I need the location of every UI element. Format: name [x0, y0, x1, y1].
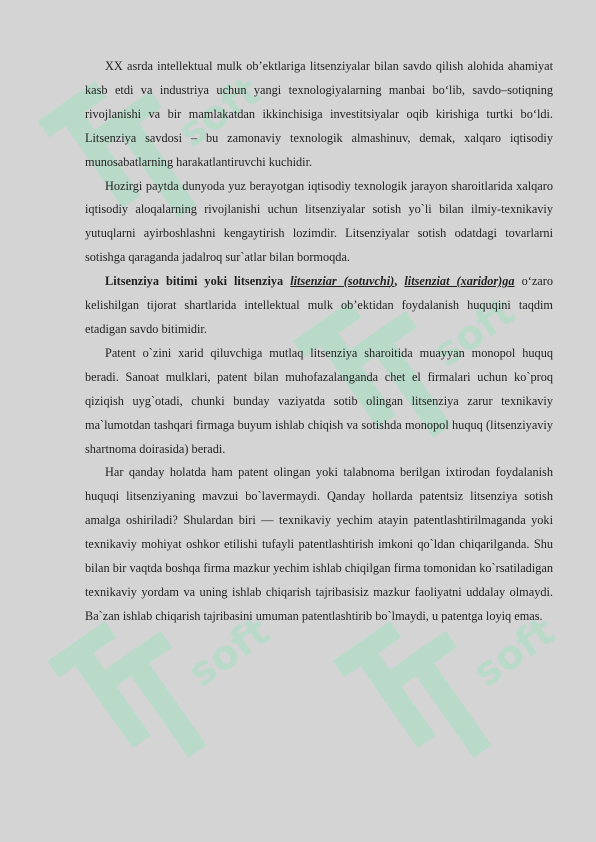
paragraph-5: Har qanday holatda ham patent olingan yoki talabnoma berilgan ixtirodan foydalanish huquqi litsenziyaning mavzui bo`lavermaydi. Qanday hollarda patentsiz litsenziya sotish amalga oshiriladi? Shulardan biri –– texnikaviy yechim atayin patentlashtirilmaganda yoki texnikaviy mohiyat oshkor etilishi tufayli patentlashtirish imkoni qo`ldan chiqarilganda. Shu bilan bir vaqtda boshqa firma mazkur yechim ishlab chiqilgan firma tomonidan ko`rsatiladigan texnikaviy yordam va uning ishlab chiqarish tajribasisiz mazkur faoliyatni uddalay olmaydi. Ba`zan ishlab chiqarish tajribasini umuman patentlashtirib bo`lmaydi, u patentga loyiq emas.: [85, 465, 553, 623]
paragraph-3-rest: o‘zaro kelishilgan tijorat shartlarida intellektual mulk ob’ektidan foydalanish huquqini taqdim etadigan savdo bitimidir.: [85, 274, 554, 336]
term-licensee: litsenziat (xaridor)ga: [404, 274, 515, 289]
paragraph-1: XX asrda intellektual mulk ob’ektlariga litsenziyalar bilan savdo qilish alohida ahamiyat kasb etdi va industriya uchun yangi texnologiyalarning manbai bo‘lib, savdo–sotiqning rivojlanishi va bir mamlakatdan ikkinchisiga investitsiyalar oqib kirishiga turtki bo‘ldi. Litsenziya savdosi – bu zamonaviy texnologik almashinuv, demak, xalqaro iqtisodiy munosabatlarning harakatlantiruvchi kuchidir.: [85, 59, 553, 169]
paragraph-3: Litsenziya bitimi yoki litsenziya litsenziar (sotuvchi), litsenziat (xaridor)ga o‘zaro kelishilgan tijorat shartlarida intellektual mulk ob’ektidan foydalanish huquqini taqdim etadigan savdo bitimidir.: [85, 274, 554, 336]
svg-text:soft: soft: [170, 68, 269, 157]
svg-text:soft: soft: [180, 608, 279, 697]
bold-term: Litsenziya bitimi yoki litsenziya: [105, 274, 284, 289]
term-licensor: litsenziar (sotuvchi): [290, 274, 395, 289]
paragraph-4: Patent o`zini xarid qiluvchiga mutlaq litsenziya sharoitida muayyan monopol huquq beradi. Sanoat mulklari, patent bilan muhofazalanganda chet el firmalari uchun ko`proq qiziqish uyg`otadi, chunki bunday vaziyatda sotib olingan litsenziya zarur texnikaviy ma`lumotdan tashqari firmaga buyum ishlab chiqish va sotishda monopol huquq (litsenziyaviy shartnoma doirasida) beradi.: [85, 345, 553, 456]
svg-text:soft: soft: [425, 288, 524, 377]
document-body: [85, 55, 553, 629]
paragraph-2: Hozirgi paytda dunyoda yuz berayotgan iqtisodiy texnologik jarayon sharoitlarida xalqaro iqtisodiy aloqalarning rivojlanishi uchun litsenziyalar sotish yo`li bilan ilmiy-texnikaviy yutuqlarni ayirboshlashni kengaytirish lozimdir. Litsenziyalar sotish odatdagi tovarlarni sotishga qaraganda jadalroq sur`atlar bilan bormoqda.: [85, 178, 553, 265]
svg-text:soft: soft: [465, 608, 564, 697]
